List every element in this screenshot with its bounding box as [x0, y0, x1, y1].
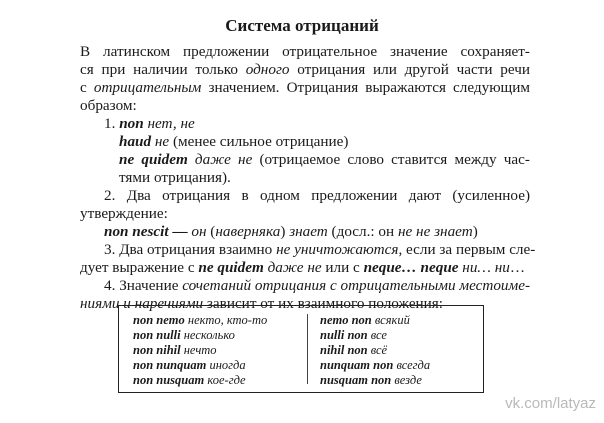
- table-row-right: [320, 313, 410, 328]
- translation: кое-где: [204, 373, 246, 387]
- item1-line-1: [104, 115, 195, 133]
- latin-term: non nunquam: [133, 358, 207, 372]
- item4-line-1: [104, 277, 530, 295]
- table-row-left: [133, 373, 246, 388]
- latin-term: neque… neque: [363, 259, 459, 276]
- translation: всегда: [393, 358, 431, 372]
- page-title: Система отрицаний: [225, 16, 379, 35]
- intro-text: образом:: [80, 97, 137, 114]
- latin-term: ne quidem: [119, 151, 188, 168]
- item3-line-1: [104, 241, 536, 259]
- item-text: или с: [321, 259, 364, 276]
- table-row-left: [133, 358, 246, 373]
- table-row-left: [133, 313, 267, 328]
- intro-text: В латинском предложении отрицательное значение сохраняет-: [80, 43, 530, 60]
- latin-term: nusquam non: [320, 373, 392, 387]
- latin-term: ne quidem: [198, 259, 264, 276]
- item2-example: [104, 223, 478, 241]
- intro-line-1: [80, 43, 530, 61]
- item3-line-2: [80, 259, 525, 277]
- item-text: , если за первым сле-: [398, 241, 536, 258]
- note: (менее сильное отрицание): [169, 133, 349, 150]
- table-row-right: [320, 373, 422, 388]
- punctuation: (: [206, 223, 216, 240]
- item-text: утверждение:: [80, 205, 168, 222]
- item-text: зависит от их взаимного положения:: [203, 295, 444, 312]
- item2-line-2: [80, 205, 168, 223]
- table-row-left: [133, 343, 217, 358]
- latin-term: nihil non: [320, 343, 368, 357]
- translation: везде: [391, 373, 422, 387]
- translation: иногда: [206, 358, 246, 372]
- translation: ни… ни: [458, 259, 510, 276]
- intro-line-2: [80, 61, 530, 79]
- item1-line-2: [119, 133, 348, 151]
- latin-term: non: [119, 115, 144, 132]
- latin-term: non nusquam: [133, 373, 205, 387]
- item-number: 1.: [104, 115, 116, 132]
- emphasis: сочетаний отрицания с отрицательными местоиме-: [182, 277, 531, 294]
- dash: —: [168, 223, 192, 240]
- latin-term: nemo non: [320, 313, 372, 327]
- item-text: 2. Два отрицания в одном предложении дают (усиленное): [104, 187, 530, 204]
- translation: нет, не: [143, 115, 195, 132]
- punctuation: ): [280, 223, 290, 240]
- watermark: vk.com/latyaz: [505, 395, 596, 412]
- item-text: 4. Значение: [104, 277, 183, 294]
- item1-line-3: [119, 151, 530, 169]
- latin-term: haud: [119, 133, 152, 150]
- intro-text: ся при наличии только: [80, 61, 246, 78]
- translation: наверняка: [215, 223, 281, 240]
- translation: он: [191, 223, 207, 240]
- item2-line-1: [104, 187, 530, 205]
- note: тями отрицания).: [119, 169, 231, 186]
- latin-term: nunquam non: [320, 358, 394, 372]
- punctuation: …: [509, 259, 526, 276]
- translation: даже не: [263, 259, 322, 276]
- translation: некто, кто-то: [184, 313, 268, 327]
- latin-term: non nulli: [133, 328, 181, 342]
- intro-text: отрицания или другой части речи: [289, 61, 531, 78]
- negation-combinations-table: [118, 305, 484, 393]
- table-row-right: [320, 358, 430, 373]
- table-row-left: [133, 328, 235, 343]
- table-divider: [307, 314, 308, 384]
- emphasis: не уничтожаются: [276, 241, 399, 258]
- intro-emphasis: отрицательным: [93, 79, 202, 96]
- latin-term: non nescit: [104, 223, 169, 240]
- translation: несколько: [180, 328, 235, 342]
- intro-emphasis: одного: [245, 61, 290, 78]
- translation: не не знает: [397, 223, 473, 240]
- table-row-right: [320, 343, 387, 358]
- table-row-right: [320, 328, 387, 343]
- item-text: 3. Два отрицания взаимно: [104, 241, 277, 258]
- item1-line-4: [119, 169, 231, 187]
- intro-text: значением. Отрицания выражаются следующим: [201, 79, 530, 96]
- translation: всякий: [371, 313, 410, 327]
- intro-text: с: [80, 79, 94, 96]
- emphasis: ниями и наречиями: [80, 295, 204, 312]
- latin-term: non nemo: [133, 313, 185, 327]
- translation: всё: [367, 343, 388, 357]
- item-text: дует выражение с: [80, 259, 199, 276]
- latin-term: nulli non: [320, 328, 368, 342]
- translation: не: [151, 133, 170, 150]
- translation: даже не: [187, 151, 253, 168]
- translation: все: [367, 328, 387, 342]
- latin-term: non nihil: [133, 343, 181, 357]
- note: (досл.: он: [327, 223, 398, 240]
- translation: нечто: [180, 343, 217, 357]
- intro-line-4: [80, 97, 137, 115]
- intro-line-3: [80, 79, 530, 97]
- punctuation: ): [472, 223, 478, 240]
- note: (отрицаемое слово ставится между час-: [252, 151, 530, 168]
- translation: знает: [289, 223, 328, 240]
